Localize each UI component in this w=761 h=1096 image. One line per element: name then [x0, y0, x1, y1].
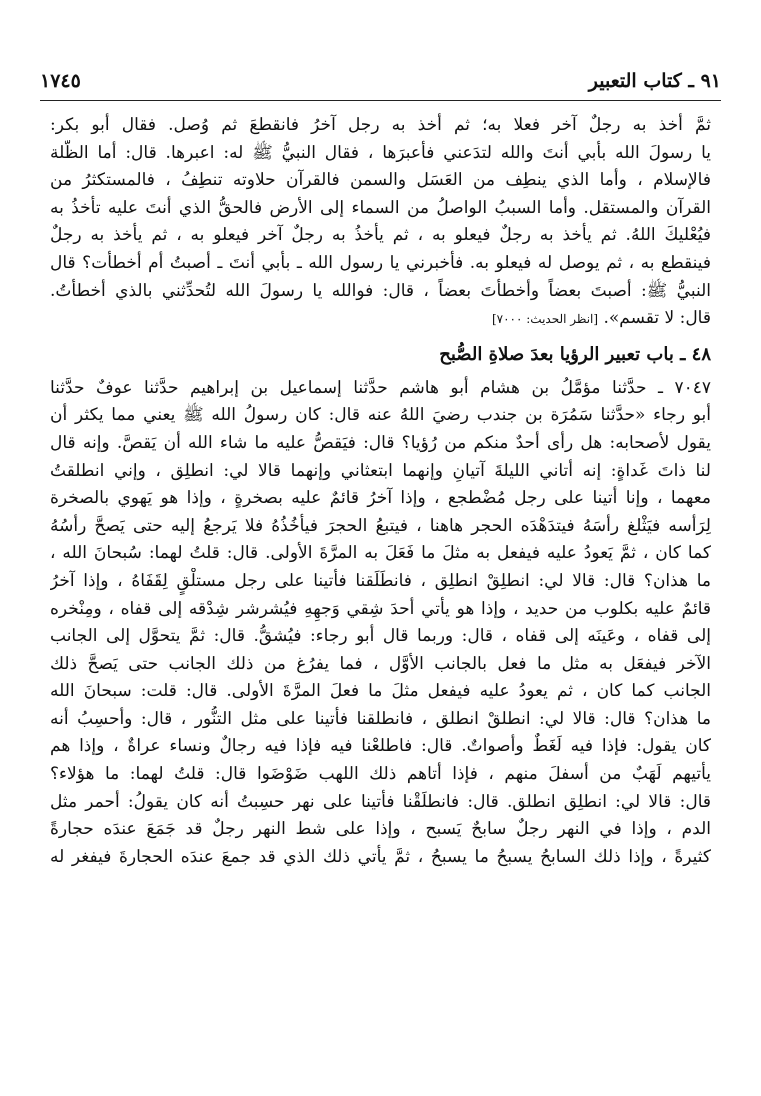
text-line: قال: قالا لي: انطلِق انطلق. قال: فانطلَقْنا فأتينا على نهر حسِبتُ أنه كان يقولُ: أحمر مثل [50, 791, 711, 812]
text-line: ثمَّ أخذ به رجلٌ آخر فعلا به؛ ثم أخذ به رجل آخرُ فانقطعَ ثم وُصل. فقال أبو بكر: [50, 115, 711, 135]
chapter-heading: ٤٨ ـ باب تعبير الرؤيا بعدَ صلاةِ الصُّبح [439, 343, 711, 365]
text-line: يأتيهم لَهَبٌ من أسفلَ منهم ، فإذا أتاهم ذلك اللهب ضَوْضَوا قال: قلتُ لهما: ما هؤلاء؟ [50, 764, 711, 785]
text-line: كان يقول: فإذا فيه لَغَطٌ وأصواتٌ. قال: فاطلعْنا فيه فإذا فيه رجالٌ ونساء عراةٌ ، وإذا هم [50, 736, 711, 757]
text-line: يقول لأصحابه: هل رأى أحدٌ منكم من رُؤيا؟ قال: فيَقصُّ عليه ما شاء الله أن يَقصَّ. وإنه قال [50, 432, 711, 453]
paragraph-2 [50, 375, 711, 872]
text-line: القرآن والمستقل. وأما السببُ الواصلُ من السماء إلى الأرض فالحقُّ الذي أنتَ عليه تأخذُ به [50, 197, 711, 218]
text-line: النبيُّ ﷺ: أصبتَ بعضاً وأخطأتَ بعضاً ، قال: فوالله يا رسولَ الله لتُحدِّثني بالذي أخطأتُ. [50, 280, 711, 301]
text-line: ٧٠٤٧ ـ حدَّثنا مؤمَّلُ بن هشام أبو هاشم حدَّثنا إسماعيل بن إبراهيم حدَّثنا عوفٌ حدَّثنا [50, 377, 711, 398]
text-line: كثيرةً ، وإذا ذلك السابحُ يسبحُ ما يسبحُ ، ثمَّ يأتي ذلك الذي قد جمعَ عندَه الحجارةَ فيفغر له [50, 846, 711, 867]
text-line: فيُعْليكَ اللهُ. ثم يأخذ به رجلٌ فيعلو به ، ثم يأخذُ به رجلٌ آخر فيعلو به ، ثم يأخذ به رجلٌ [50, 225, 711, 246]
page-body [50, 112, 711, 871]
text-line: ما هذان؟ قال: قالا لي: انطلقْ انطلق ، فانطلقنا فأتينا على مثل التنُّور ، قال: وأحسِبُ أنه [50, 708, 711, 729]
text-line: لِرَأسه فيَثْلغ رأسَهُ فيتدَهْدَه الحجر هاهنا ، فيتبعُ الحجرَ فيأخُذُهُ فلا يَرجعُ إليه حتى يَصحَّ رأسُهُ [50, 515, 711, 536]
text-line: كما كان ، ثمَّ يَعودُ عليه فيفعل به مثلَ ما فَعَلَ به المرَّةَ الأولى. قال: قلتُ لهما: سُبحانَ الله ، [50, 543, 711, 564]
section-title: ٩١ ـ كتاب التعبير [588, 70, 721, 92]
text-line: أبو رجاء «حدَّثنا سَمُرَة بن جندب رضيَ اللهُ عنه قال: كان رسولُ الله ﷺ يعني مما يكثر أن [50, 405, 711, 426]
paragraph-1 [50, 112, 711, 333]
text-line-last [50, 305, 711, 333]
text-line: يا رسولَ الله بأبي أنتَ والله لتدَعني فأعبرَها ، فقال النبيُّ ﷺ له: اعبرها. قال: أما الظُّلة [50, 142, 711, 163]
page-header [40, 66, 721, 96]
text-line: لنا ذاتَ غَداةٍ: إنه أتاني الليلةَ آتيانِ وإنهما ابتعثاني وإنهما قالا لي: انطلِق ، وإني انطلقتُ [50, 460, 711, 481]
text-line: فينقطع به ، ثم يوصل له فيعلو به. فأخبرني يا رسول الله ـ بأبي أنتَ ـ أصبتُ أم أخطأت؟ قال [50, 252, 711, 273]
page-number: ١٧٤٥ [40, 70, 81, 92]
text-line: فالإسلام ، وأما الذي ينطِف من العَسَل والسمن فالقرآن حلاوته تنطِفُ ، فالمستكثرُ من [50, 170, 711, 191]
header-divider [40, 100, 721, 101]
text-line: الجانب كما كان ، ثم يعودُ عليه فيفعل مثلَ ما فعلَ المرَّةَ الأولى. قال: قلت: سبحانَ الله [50, 681, 711, 702]
hadith-reference: [انظر الحديث: ٧٠٠٠] [491, 312, 599, 327]
text-line: معهما ، وإنا أتينا على رجل مُضْطجع ، وإذا آخرُ قائمٌ عليه بصخرةٍ ، وإذا هو يَهوي بالصخرة [50, 488, 711, 509]
text-line: إلى قفاه ، وعَينَه إلى قفاه ، قال: وربما قال أبو رجاء: فيُشقُّ. قال: ثمَّ يتحوَّل إلى الجانب [50, 626, 711, 647]
text-line: ما هذان؟ قال: قالا لي: انطلِقْ انطلِق ، فانطَلَقنا فأتينا على رجل مستلْقٍ لِقَفَاهُ ، وإذا آخرُ [50, 570, 711, 591]
closing-text: قال: لا تقسم». [603, 308, 711, 329]
text-line: الآخر فيفعَل به مثل ما فعل بالجانب الأوَّل ، فما يفرُغ من ذلك الجانب حتى يَصحَّ ذلك [50, 653, 711, 674]
text-line: الدم ، وإذا في النهر رجلٌ سابحٌ يَسبح ، وإذا على شط النهر رجلٌ قد جَمَعَ عندَه حجارةً [50, 819, 711, 840]
text-line: قائمٌ عليه بكلوب من حديد ، وإذا هو يأتي أحدَ شِقي وَجهِهِ فيُشرشر شِدْقه إلى قفاه ، ومِنْخره [50, 598, 711, 619]
